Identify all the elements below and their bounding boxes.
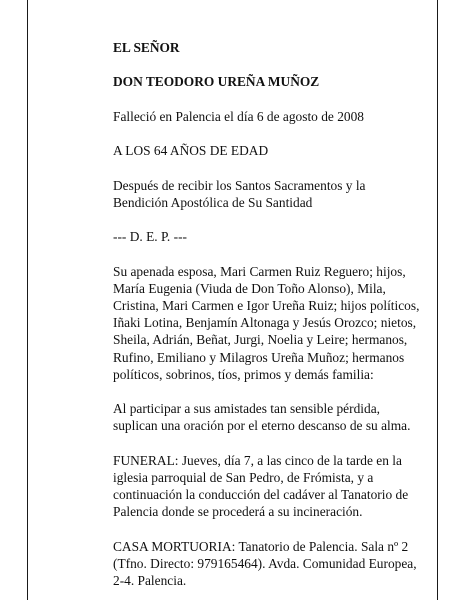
dep-line: --- D. E. P. --- bbox=[113, 229, 188, 245]
right-border-line bbox=[437, 0, 438, 600]
funeral-paragraph: FUNERAL: Jueves, día 7, a las cinco de la tarde en la iglesia parroquial de San Pedro, de Frómista, y a continuación la conducción del cadáver al Tanatorio de Palencia donde se procederá a su incineración. bbox=[113, 452, 409, 520]
left-border-line bbox=[27, 0, 28, 600]
casa-mortuoria-paragraph: CASA MORTUORIA: Tanatorio de Palencia. Sala nº 2 (Tfno. Directo: 979165464). Avda. Comunidad Europea, 2-4. Palencia. bbox=[113, 538, 417, 589]
age-line: A LOS 64 AÑOS DE EDAD bbox=[113, 143, 269, 159]
title-line-1: EL SEÑOR bbox=[113, 40, 180, 55]
death-date-place: Falleció en Palencia el día 6 de agosto de 2008 bbox=[113, 108, 364, 124]
request-paragraph: Al participar a sus amistades tan sensible pérdida, suplican una oración por el eterno descanso de su alma. bbox=[113, 401, 411, 434]
sacraments-paragraph: Después de recibir los Santos Sacramentos y la Bendición Apostólica de Su Santidad bbox=[113, 177, 366, 210]
family-paragraph: Su apenada esposa, Mari Carmen Ruiz Reguero; hijos, María Eugenia (Viuda de Don Toño Alonso), Mila, Cristina, Mari Carmen e Igor Ureña Ruiz; hijos políticos, Iñaki Lotina, Benjamín Altonaga y Jesús Orozco; nietos, Sheila, Adrián, Beñat, Jurgi, Noelia y Leire; hermanos, Rufino, Emiliano y Milagros Ureña Muñoz; hermanos políticos, sobrinos, tíos, primos y demás familia: bbox=[113, 263, 420, 382]
obituary-text bbox=[113, 39, 421, 607]
deceased-name: DON TEODORO UREÑA MUÑOZ bbox=[113, 74, 320, 90]
